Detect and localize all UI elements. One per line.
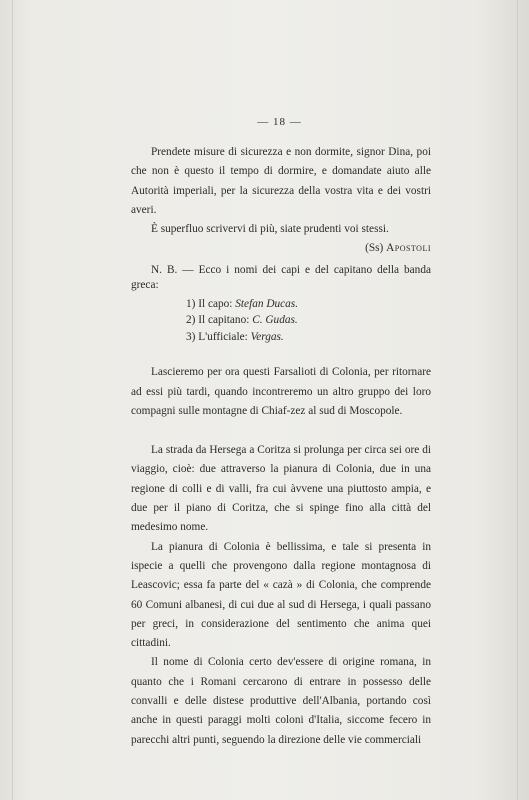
band-names-list xyxy=(131,296,431,346)
paragraph-nome-colonia: Il nome di Colonia certo dev'essere di origine romana, in quanto che i Romani cercarono di entrare in possesso delle convalli e delle distese produttive dell'Albania, portando così anche in questi paraggi molti coloni d'Italia, siccome fecero in parecchi altri punti, seguendo la direzione delle vie commerciali xyxy=(131,656,431,746)
paragraph-pianura: La pianura di Colonia è bellissima, e tale si presenta in ispecie a quelli che provengono dalla regione montagnosa di Leascovic; essa fa parte del « cazà » di Colonia, che comprende 60 Comuni albanesi, di cui due al sud di Hersega, i quali passano per greci, in considerazione del sentimento che anima quei cittadini. xyxy=(131,540,431,650)
body-text xyxy=(131,143,431,750)
signature-name: Apostoli xyxy=(386,242,431,255)
paragraph-farsalioti: Lascieremo per ora questi Farsalioti di Colonia, per ritornare ad essi più tardi, quando incontreremo un altro gruppo dei loro compagni sulle montagne di Chiaf-zez al sud di Moscopole. xyxy=(131,366,431,417)
paragraph-letter-close: Prendete misure di sicurezza e non dormite, signor Dina, poi che non è questo il tempo di dormire, e domandate aiuto alle Autorità imperiali, per la sicurezza della vostra vita e dei vostri averi. xyxy=(131,146,431,216)
list-item: 2) Il capitano: C. Gudas. xyxy=(186,314,298,327)
signature xyxy=(131,239,431,258)
nota-bene: N. B. — Ecco i nomi dei capi e del capitano della banda greca: xyxy=(131,263,431,291)
signature-prefix: (Ss) xyxy=(365,242,384,255)
list-item: 1) Il capo: Stefan Ducas. xyxy=(186,297,299,310)
list-item: 3) L'ufficiale: Vergas. xyxy=(186,330,284,343)
paragraph-advice: È superfluo scrivervi di più, siate prudenti voi stessi. xyxy=(151,223,389,236)
paragraph-strada: La strada da Hersega a Coritza si prolunga per circa sei ore di viaggio, cioè: due attraverso la pianura di Colonia, due in una regione di colli e di valli, fra cui àvvene una piuttosto ampia, e due per il piano di Coritza, che si spinge fino alla città del medesimo nome. xyxy=(131,444,431,534)
page-number: — 18 — xyxy=(257,116,302,128)
